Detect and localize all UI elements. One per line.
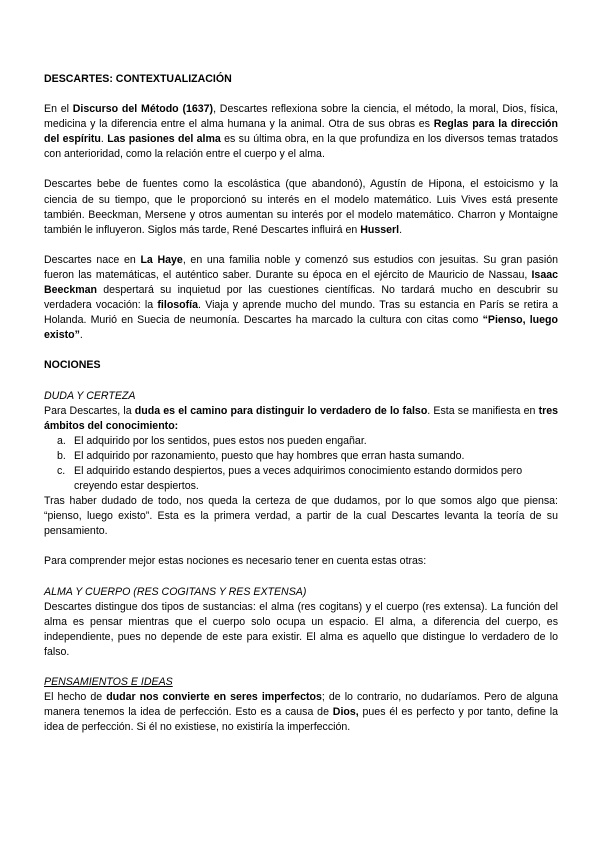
subheading-alma-cuerpo: ALMA Y CUERPO (RES COGITANS Y RES EXTENSA) [44,585,307,598]
text-run: . Viaja y aprende mucho del mundo. Tras su estancia en París se retira a Holanda. Murió en Suecia de neumonía. Descartes ha marcado la cultura con citas como [44,299,558,327]
list-item-text: El adquirido por razonamiento, puesto que hay hombres que erran hasta sumando. [74,449,465,462]
list-item [44,464,558,494]
list-marker: b. [57,449,66,462]
bold-text: La Haye [140,253,183,266]
paragraph-fuentes [44,177,558,237]
paragraph-duda-conclusion: Tras haber dudado de todo, nos queda la certeza de que dudamos, por lo que somos algo que piensa: “pienso, luego existo”. Esta es la primera verdad, a partir de la cual Descartes levanta la teoría de su pensamiento. [44,495,558,538]
bold-text: Reglas para la dirección del espíritu [44,118,558,146]
spacer [44,162,558,177]
paragraph-discurso [44,102,558,162]
bold-text: Dios, [332,706,359,719]
text-run: . [79,329,83,342]
text-run: . [100,133,108,146]
document-page [44,72,558,735]
bold-text: tres ámbitos del conocimiento: [44,404,558,432]
list-item-text: El adquirido estando despiertos, pues a veces adquirimos conocimiento estando dormidos pero creyendo estar despiertos. [74,464,523,493]
subheading-duda-certeza: DUDA Y CERTEZA [44,389,136,402]
text-run: Para Descartes, la [44,404,135,417]
text-run: pues él es perfecto y por tanto, define la idea de perfección. Si él no existiese, no existiría la imperfección. [44,706,558,734]
spacer [44,343,558,358]
text-run: . Esta se manifiesta en [427,404,539,417]
bold-text: “Pienso, luego existo” [44,314,558,342]
text-run: , Descartes reflexiona sobre la ciencia, el método, la moral, Dios, física, medicina y la diferencia entre el alma humana y la animal. Otra de sus obras es [44,103,558,131]
section-title-nociones: NOCIONES [44,359,101,372]
text-run: . [399,223,403,236]
list-item-text: El adquirido por los sentidos, pues estos nos pueden engañar. [74,434,367,447]
bold-text: Isaac Beeckman [44,268,558,297]
paragraph-biografia [44,253,558,344]
paragraph-pensamientos [44,690,558,735]
bold-text: Husserl [360,223,400,236]
bold-text: duda es el camino para distinguir lo verdadero de lo falso [134,404,428,417]
list-ambitos [44,434,558,494]
document-title: DESCARTES: CONTEXTUALIZACIÓN [44,73,232,85]
text-run: En el [44,103,73,116]
bold-text: Las pasiones del alma [107,133,221,146]
spacer [44,87,558,102]
bold-text: Discurso del Método (1637) [72,103,214,116]
paragraph-comprender: Para comprender mejor estas nociones es necesario tener en cuenta estas otras: [44,555,427,568]
bold-text: dudar nos convierte en seres imperfectos [106,691,322,704]
text-run: , en una familia noble y comenzó sus estudios con jesuitas. Su gran pasión fueron las matemáticas, el auténtico saber. Durante su época en el ejército de Mauricio de Nassau, [44,253,558,281]
text-run: ; de lo contrario, no dudaríamos. Pero de alguna manera tenemos la idea de perfección. Esto es a causa de [44,691,559,719]
paragraph-alma-cuerpo: Descartes distingue dos tipos de sustancias: el alma (res cogitans) y el cuerpo (res extensa). La función del alma es pensar mientras que el cuerpo solo ocupa un espacio. El alma, a diferencia del cuerpo, es independiente, pues no depende de este para existir. El alma es aquello que distingue lo verdadero de lo falso. [44,600,558,658]
text-run: Descartes bebe de fuentes como la escolástica (que abandonó), Agustín de Hipona, el estoicismo y la ciencia de su tiempo, que le proporcionó su interés en el modelo matemático. Luis Vives está presente también. Beeckman, Mersene y otros aumentan su interés por el modelo matemático. Charron y Montaigne también le influyeron. Siglos más tarde, René Descartes influirá en [44,178,558,236]
paragraph-duda-intro [44,404,558,434]
text-run: El hecho de [44,691,107,704]
spacer [44,570,558,585]
spacer [44,539,558,554]
list-item [44,449,558,464]
text-run: es su última obra, en la que profundiza en los diversos temas tratados con anterioridad, como la relación entre el cuerpo y el alma. [44,133,559,161]
list-item [44,434,558,449]
spacer [44,660,558,675]
text-run: despertará su inquietud por las cuestiones científicas. No tardará mucho en descubrir su verdadera vocación: la [44,284,558,312]
text-run: Descartes nace en [44,253,141,266]
list-marker: c. [57,464,66,477]
list-marker: a. [57,434,66,447]
subheading-pensamientos-ideas: PENSAMIENTOS E IDEAS [44,676,173,688]
spacer [44,374,558,389]
bold-text: filosofía [157,299,199,312]
spacer [44,238,558,253]
